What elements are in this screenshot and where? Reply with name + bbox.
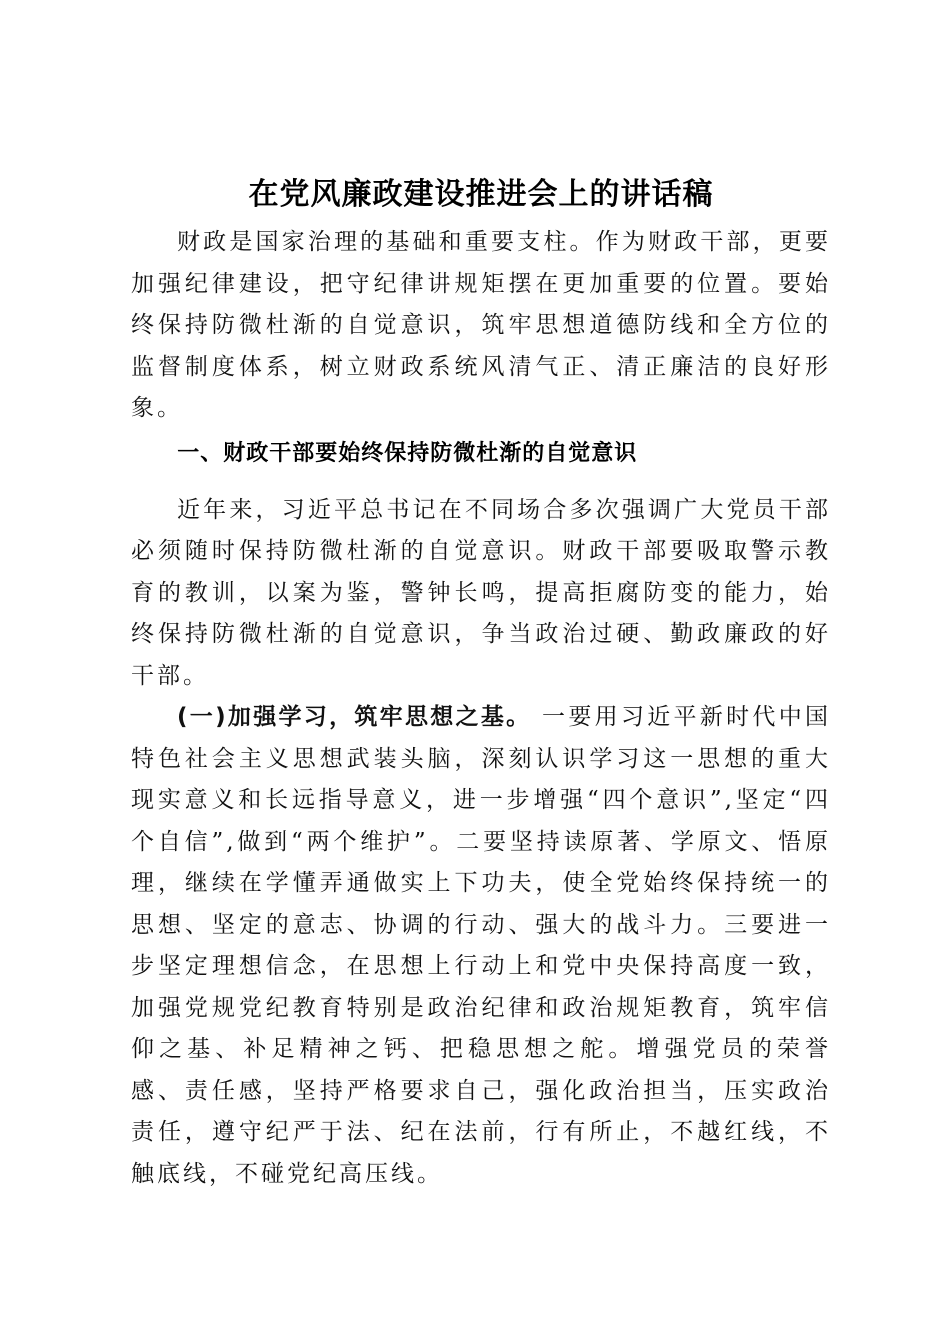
- subsection1-body: 一要用习近平新时代中国特色社会主义思想武装头脑，深刻认识学习这一思想的重大现实意义和长远指导意义，进一步增强“四个意识”,坚定“四个自信”,做到“两个维护”。二要坚持读原著、学原文、悟原理，继续在学懂弄通做实上下功夫，使全党始终保持统一的思想、坚定的意志、协调的行动、强大的战斗力。三要进一步坚定理想信念，在思想上行动上和党中央保持高度一致，加强党规党纪教育特别是政治纪律和政治规矩教育，筑牢信仰之基、补足精神之钙、把稳思想之舵。增强党员的荣誉感、责任感，坚持严格要求自己，强化政治担当，压实政治责任，遵守纪严于法、纪在法前，行有所止，不越红线，不触底线，不碰党纪高压线。: [131, 704, 832, 1187]
- document-title: 在党风廉政建设推进会上的讲话稿: [248, 177, 714, 212]
- document-body: [131, 170, 831, 1195]
- subsection1-paragraph: [131, 697, 831, 1195]
- subsection1-lead: (一)加强学习，筑牢思想之基。: [177, 704, 532, 730]
- intro-paragraph: 财政是国家治理的基础和重要支柱。作为财政干部，更要加强纪律建设，把守纪律讲规矩摆在更加重要的位置。要始终保持防微杜渐的自觉意识，筑牢思想道德防线和全方位的监督制度体系，树立财政系统风清气正、清正廉洁的良好形象。: [131, 229, 831, 421]
- section-heading-1: 一、财政干部要始终保持防微杜渐的自觉意识: [177, 440, 638, 466]
- section1-paragraph: 近年来，习近平总书记在不同场合多次强调广大党员干部必须随时保持防微杜渐的自觉意识。财政干部要吸取警示教育的教训，以案为鉴，警钟长鸣，提高拒腐防变的能力，始终保持防微杜渐的自觉意识，争当政治过硬、勤政廉政的好干部。: [131, 496, 831, 689]
